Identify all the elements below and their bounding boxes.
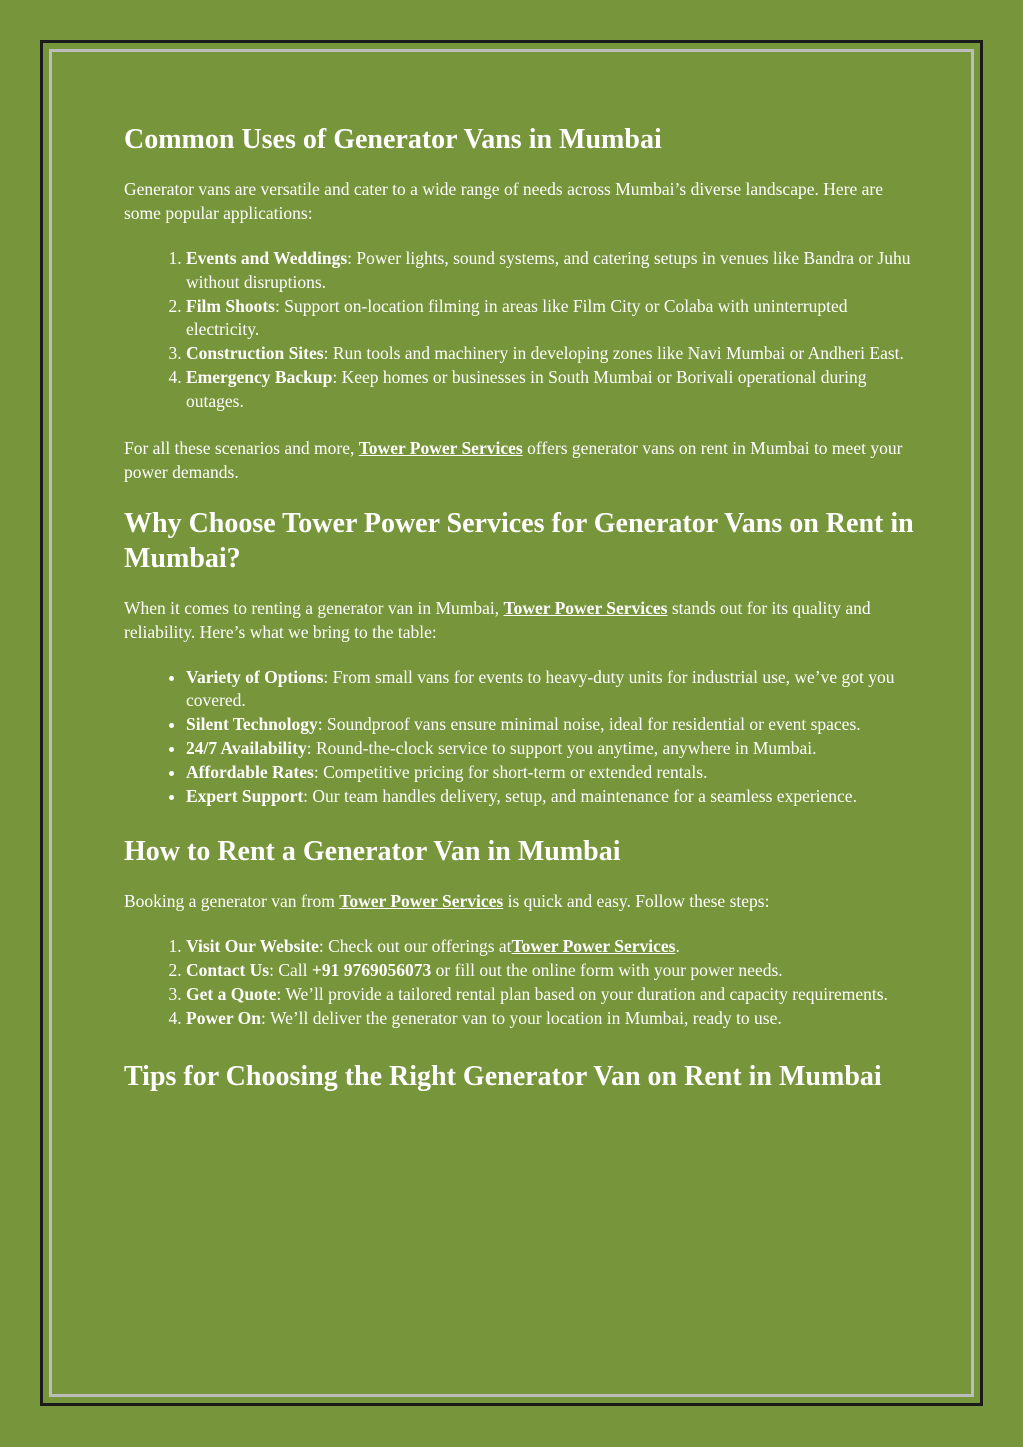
list-item-term: Emergency Backup	[186, 366, 333, 387]
list-item	[186, 342, 914, 366]
list-item-desc: : Soundproof vans ensure minimal noise, ideal for residential or event spaces.	[317, 714, 861, 735]
list-item-desc: : We’ll provide a tailored rental plan based on your duration and capacity requirements.	[276, 983, 888, 1004]
list-item-term: Visit Our Website	[186, 936, 319, 957]
list-item-term: Power On	[186, 1007, 262, 1028]
list-item	[186, 761, 914, 785]
list-item	[186, 983, 914, 1007]
list-item-term: Variety of Options	[186, 666, 324, 687]
list-item	[186, 785, 914, 809]
list-item	[186, 666, 914, 714]
list-item-desc: : Power lights, sound systems, and catering setups in venues like Bandra or Juhu without disruptions.	[186, 248, 911, 292]
list-item-desc: : Our team handles delivery, setup, and maintenance for a seamless experience.	[303, 785, 857, 806]
list-item-desc: : Competitive pricing for short-term or extended rentals.	[313, 761, 708, 782]
list-item-term: 24/7 Availability	[186, 737, 307, 758]
paragraph-common-uses-outro	[124, 436, 914, 484]
tower-power-services-link[interactable]: Tower Power Services	[358, 437, 523, 458]
heading-how-to-rent: How to Rent a Generator Van in Mumbai	[124, 836, 621, 868]
list-item-end: .	[675, 936, 680, 957]
list-item-desc: : We’ll deliver the generator van to your location in Mumbai, ready to use.	[261, 1007, 782, 1028]
list-item-desc: or fill out the online form with your power needs.	[431, 960, 783, 981]
intro-text: stands out for its quality and reliability. Here’s what we bring to the table:	[124, 597, 871, 642]
list-item	[186, 295, 914, 343]
list-why-choose	[124, 666, 914, 809]
heading-tips: Tips for Choosing the Right Generator Van on Rent in Mumbai	[124, 1060, 882, 1092]
list-item	[186, 935, 914, 959]
list-item-desc: : Call	[269, 960, 312, 981]
outro-text: offers generator vans on rent in Mumbai to meet your power demands.	[124, 437, 903, 482]
list-item-term: Film Shoots	[186, 295, 275, 316]
list-item-desc: : Check out our offerings at	[318, 936, 512, 957]
list-common-uses	[124, 247, 914, 414]
list-item	[186, 713, 914, 737]
list-item	[186, 366, 914, 414]
paragraph-common-uses-intro: Generator vans are versatile and cater to a wide range of needs across Mumbai’s diverse landscape. Here are some popular applications:	[124, 179, 883, 223]
paragraph-why-choose-intro	[124, 596, 914, 644]
list-item-term: Expert Support	[186, 785, 304, 806]
list-item	[186, 247, 914, 295]
list-how-to-rent	[124, 935, 914, 1030]
list-item-desc: : Run tools and machinery in developing zones like Navi Mumbai or Andheri East.	[323, 343, 904, 364]
list-item-desc: : Support on-location filming in areas like Film City or Colaba with uninterrupted electricity.	[186, 295, 848, 340]
list-item-term: Contact Us	[186, 960, 270, 981]
intro-text: Booking a generator van from	[124, 891, 340, 912]
tower-power-services-link[interactable]: Tower Power Services	[511, 936, 676, 957]
list-item	[186, 737, 914, 761]
intro-text: is quick and easy. Follow these steps:	[503, 891, 770, 912]
list-item-desc: : Keep homes or businesses in South Mumbai or Borivali operational during outages.	[186, 366, 867, 411]
list-item	[186, 1007, 914, 1031]
list-item-term: Events and Weddings	[186, 248, 348, 268]
document-content	[124, 122, 914, 1114]
list-item-term: Silent Technology	[186, 714, 318, 735]
paragraph-how-to-rent-intro	[124, 889, 914, 913]
list-item-desc: : From small vans for events to heavy-duty units for industrial use, we’ve got you covered.	[186, 666, 895, 711]
phone-number: +91 9769056073	[311, 960, 432, 981]
list-item-desc: : Round-the-clock service to support you anytime, anywhere in Mumbai.	[306, 737, 817, 758]
list-item-term: Get a Quote	[186, 983, 277, 1004]
tower-power-services-link[interactable]: Tower Power Services	[339, 891, 504, 912]
tower-power-services-link[interactable]: Tower Power Services	[503, 597, 668, 618]
intro-text: When it comes to renting a generator van in Mumbai,	[124, 597, 504, 618]
heading-common-uses: Common Uses of Generator Vans in Mumbai	[124, 124, 662, 155]
heading-why-choose: Why Choose Tower Power Services for Generator Vans on Rent in Mumbai?	[124, 507, 914, 574]
list-item	[186, 959, 914, 983]
outro-text: For all these scenarios and more,	[124, 437, 359, 458]
list-item-term: Affordable Rates	[186, 761, 314, 782]
list-item-term: Construction Sites	[186, 343, 324, 364]
